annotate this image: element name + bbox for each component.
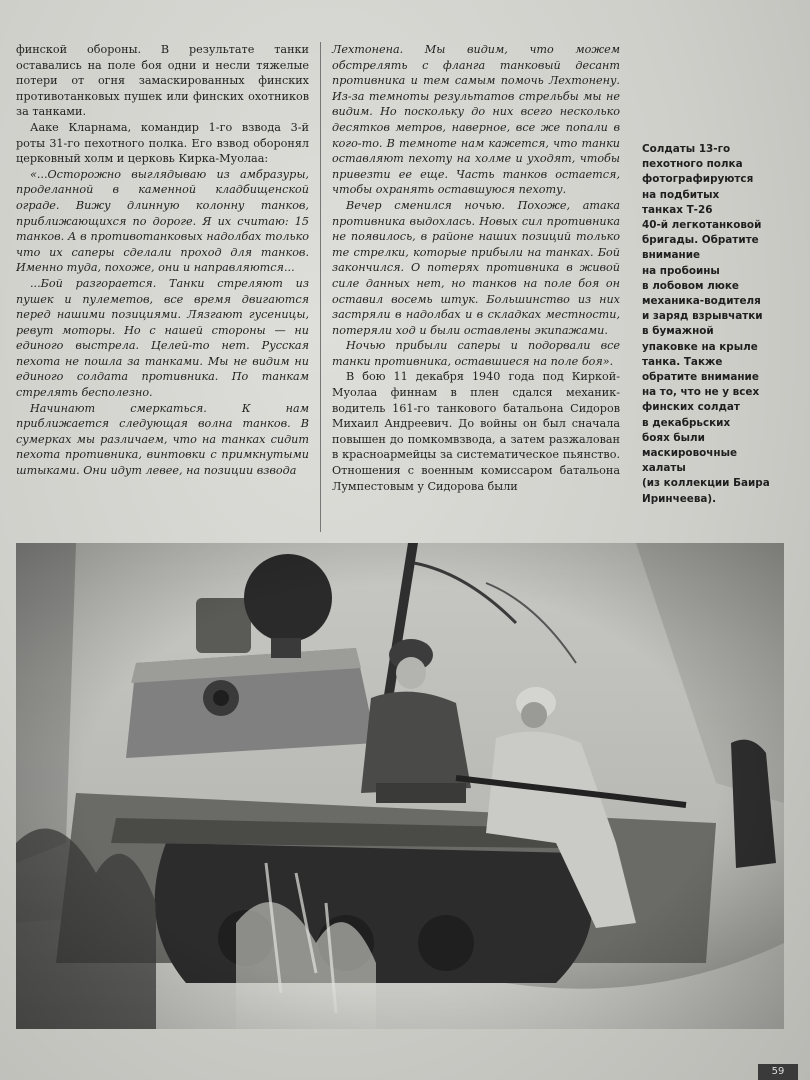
photo-illustration [16,543,784,1029]
quote-paragraph: Начинают смеркаться. К нам приближается следующая волна танков. В сумерках мы различаем, что на танках сидит пехота противника, винтовки с примкнутыми штыками. Они идут левее, на позиции взвода [16,401,309,478]
caption-line: танках Т-26 [642,203,713,216]
paragraph: В бою 11 декабря 1940 года под Киркой-Муолаа финнам в плен сдался механик-водитель 161-го танкового батальона Сидоров Михаил Андреевич. До войны он был сначала повышен до помкомвзвода, а затем разжалован в красноармейцы за систематическое пьянство. Отношения с военным комиссаром батальона Лумпестовым у Сидорова были [332,370,620,493]
column-divider [320,42,321,532]
caption-line: финских солдат [642,401,740,414]
caption-line: обратите внимание [642,371,759,384]
caption-line: маскировочные [642,447,738,460]
caption-line: в бумажной [642,325,714,338]
caption-line: на то, что не у всех [642,386,760,399]
caption-line: танка. Также [642,355,723,368]
quote-paragraph: ...Бой разгорается. Танки стреляют из пушек и пулеметов, все время двигаются перед нашими позициями. Лязгают гусеницы, ревут моторы. Но с нашей стороны — ни единого выстрела. Целей-то нет. Русская пехота не пошла за танками. Мы не видим ни единого солдата противника. По танкам стрелять бесполезно. [16,276,309,400]
paragraph: Ааке Кларнама, командир 1-го взвода 3-й роты 31-го пехотного полка. Его взвод оборонял церковный холм и церковь Кирка-Муолаа: [16,120,309,166]
quote-paragraph: Вечер сменился ночью. Похоже, атака противника выдохлась. Новых сил противника не появилось, в районе наших позиций только те стрелки, которые прибыли на танках. Бой закончился. О потерях противника в живой силе данных нет, но танков на поле боя он оставил восемь штук. Большинство из них застряли в надолбах и в складках местности, потеряли ход и были оставлены экипажами. [332,198,620,337]
caption-line: и заряд взрывчатки [642,310,763,323]
photo-caption [642,142,792,507]
caption-line: пехотного полка [642,158,743,171]
caption-line: внимание [642,249,701,262]
caption-line: фотографируются [642,173,754,186]
caption-line: в декабрьских [642,416,731,429]
caption-line: механика-водителя [642,295,761,308]
caption-line: боях были [642,431,705,444]
quote-paragraph: Лехтонена. Мы видим, что можем обстрелять с фланга танковый десант противника и тем самым помочь Лехтонену. Из-за темноты результатов стрельбы мы не видим. Но поскольку до них всего несколько десятков метров, наверное, все же попали в кого-то. В темноте нам кажется, что танки оставляют пехоту на холме и уходят, чтобы привезти ее еще. Часть танков остается, чтобы охранять оставшуюся пехоту. [332,43,620,197]
caption-line: халаты [642,462,686,475]
caption-source: (из коллекции Баира Иринчеева). [642,477,770,505]
caption-line: бригады. Обратите [642,234,759,247]
caption-line: упаковке на крыле [642,340,758,353]
quote-paragraph: «...Осторожно выглядываю из амбразуры, проделанной в каменной кладбищенской ограде. Вижу длинную колонну танков, приближающихся по дороге. Я их считаю: 15 танков. А в противотанковых надолбах только что их саперы сделали проход для танков. Именно туда, похоже, они и направляются... [16,167,309,275]
caption-line: в лобовом люке [642,279,739,292]
quote-paragraph: Ночью прибыли саперы и подорвали все танки противника, оставшиеся на поле боя». [332,339,620,368]
page-number: 59 [758,1064,798,1080]
caption-line: 40-й легкотанковой [642,219,762,232]
text-column-left [16,42,309,479]
caption-line: Солдаты 13-го [642,143,731,155]
caption-line: на подбитых [642,188,720,201]
paragraph: финской обороны. В результате танки оставались на поле боя одни и несли тяжелые потери от огня замаскированных финских противотанковых пушек или финских охотников за танками. [16,43,309,119]
text-column-right [332,42,620,494]
caption-line: на пробоины [642,264,720,277]
tank-photograph [16,543,784,1029]
